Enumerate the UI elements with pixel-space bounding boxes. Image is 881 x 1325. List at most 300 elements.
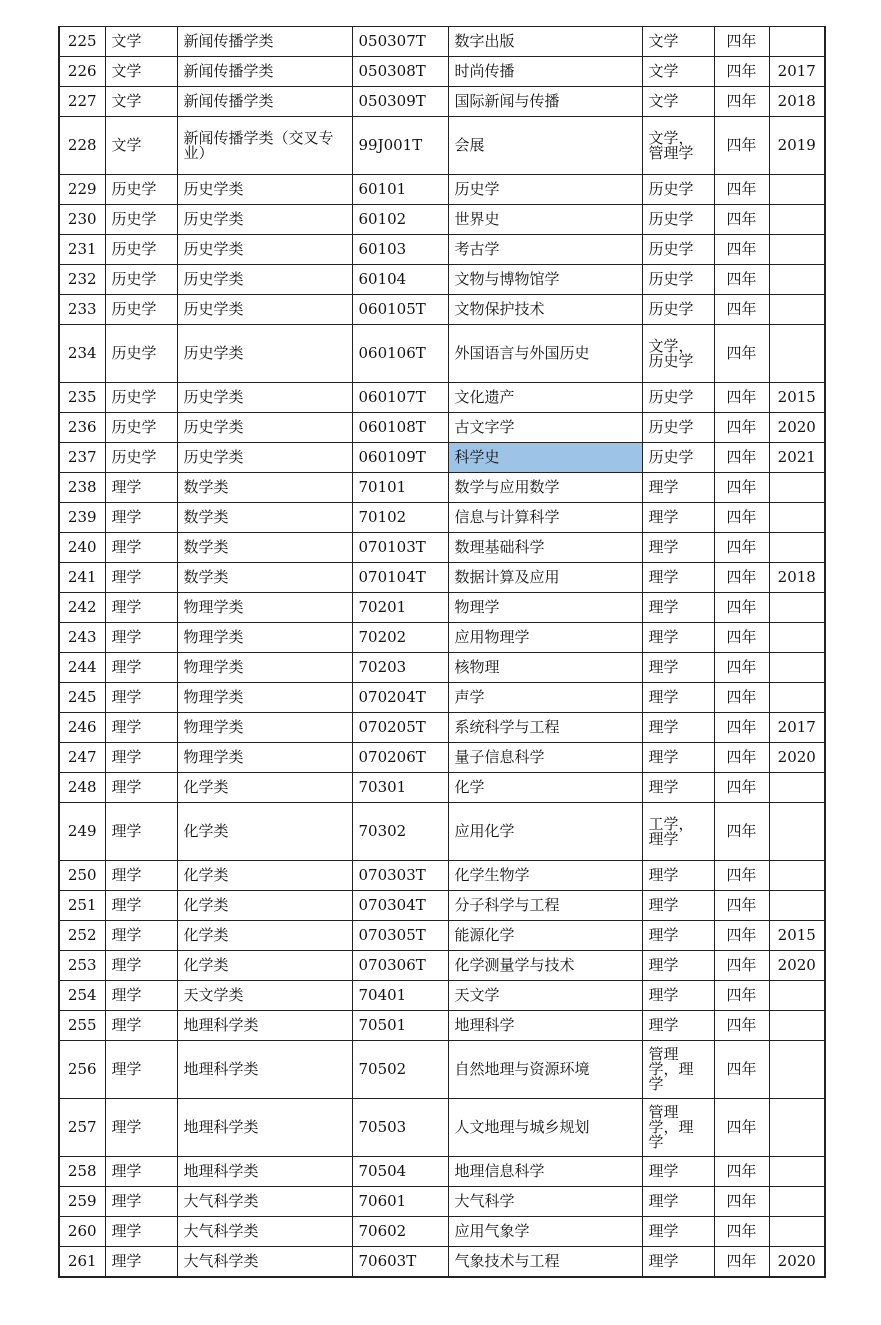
cell-major-class[interactable]: 历史学类 <box>177 205 352 235</box>
cell-added-year[interactable]: 2020 <box>769 413 825 443</box>
cell-major-class[interactable]: 天文学类 <box>177 981 352 1011</box>
cell-index[interactable]: 250 <box>59 861 105 891</box>
cell-major-class[interactable]: 历史学类 <box>177 413 352 443</box>
cell-major-name[interactable]: 应用物理学 <box>448 623 642 653</box>
cell-major-name[interactable]: 气象技术与工程 <box>448 1247 642 1278</box>
cell-major-class[interactable]: 化学类 <box>177 921 352 951</box>
cell-discipline[interactable]: 理学 <box>105 623 177 653</box>
cell-added-year[interactable] <box>769 891 825 921</box>
cell-added-year[interactable] <box>769 325 825 383</box>
cell-major-code[interactable]: 70603T <box>352 1247 448 1278</box>
cell-major-code[interactable]: 060107T <box>352 383 448 413</box>
cell-duration[interactable]: 四年 <box>714 951 769 981</box>
cell-discipline[interactable]: 历史学 <box>105 205 177 235</box>
cell-major-class[interactable]: 化学类 <box>177 773 352 803</box>
cell-major-code[interactable]: 070205T <box>352 713 448 743</box>
cell-major-code[interactable]: 60102 <box>352 205 448 235</box>
cell-discipline[interactable]: 理学 <box>105 1099 177 1157</box>
cell-added-year[interactable] <box>769 235 825 265</box>
cell-degree[interactable]: 理学 <box>642 773 714 803</box>
cell-major-name[interactable]: 国际新闻与传播 <box>448 87 642 117</box>
cell-major-class[interactable]: 物理学类 <box>177 593 352 623</box>
cell-index[interactable]: 244 <box>59 653 105 683</box>
cell-major-code[interactable]: 70502 <box>352 1041 448 1099</box>
cell-major-name[interactable]: 信息与计算科学 <box>448 503 642 533</box>
cell-added-year[interactable]: 2020 <box>769 743 825 773</box>
cell-added-year[interactable]: 2020 <box>769 951 825 981</box>
cell-discipline[interactable]: 文学 <box>105 27 177 57</box>
cell-degree[interactable]: 文学 <box>642 57 714 87</box>
cell-added-year[interactable] <box>769 533 825 563</box>
cell-duration[interactable]: 四年 <box>714 1187 769 1217</box>
cell-index[interactable]: 225 <box>59 27 105 57</box>
cell-major-class[interactable]: 历史学类 <box>177 265 352 295</box>
cell-major-name[interactable]: 物理学 <box>448 593 642 623</box>
cell-discipline[interactable]: 理学 <box>105 653 177 683</box>
cell-index[interactable]: 255 <box>59 1011 105 1041</box>
cell-index[interactable]: 241 <box>59 563 105 593</box>
cell-major-code[interactable]: 70302 <box>352 803 448 861</box>
cell-major-code[interactable]: 070304T <box>352 891 448 921</box>
cell-index[interactable]: 227 <box>59 87 105 117</box>
cell-duration[interactable]: 四年 <box>714 383 769 413</box>
cell-major-class[interactable]: 物理学类 <box>177 653 352 683</box>
table-row <box>59 1011 825 1041</box>
cell-degree[interactable]: 文学，管理学 <box>642 117 714 175</box>
cell-added-year[interactable] <box>769 503 825 533</box>
cell-degree[interactable]: 历史学 <box>642 413 714 443</box>
cell-added-year[interactable]: 2019 <box>769 117 825 175</box>
cell-major-code[interactable]: 70301 <box>352 773 448 803</box>
cell-major-code[interactable]: 60104 <box>352 265 448 295</box>
cell-major-code[interactable]: 050309T <box>352 87 448 117</box>
cell-major-class[interactable]: 历史学类 <box>177 175 352 205</box>
cell-major-class[interactable]: 数学类 <box>177 473 352 503</box>
cell-major-code[interactable]: 070306T <box>352 951 448 981</box>
cell-major-name[interactable]: 数字出版 <box>448 27 642 57</box>
cell-major-class[interactable]: 地理科学类 <box>177 1041 352 1099</box>
cell-major-name[interactable]: 文化遗产 <box>448 383 642 413</box>
cell-duration[interactable]: 四年 <box>714 1011 769 1041</box>
cell-major-name[interactable]: 文物与博物馆学 <box>448 265 642 295</box>
cell-discipline[interactable]: 理学 <box>105 1217 177 1247</box>
cell-major-code[interactable]: 70202 <box>352 623 448 653</box>
cell-duration[interactable]: 四年 <box>714 981 769 1011</box>
cell-duration[interactable]: 四年 <box>714 1099 769 1157</box>
cell-major-code[interactable]: 070206T <box>352 743 448 773</box>
cell-discipline[interactable]: 理学 <box>105 773 177 803</box>
cell-major-class[interactable]: 历史学类 <box>177 325 352 383</box>
cell-added-year[interactable]: 2017 <box>769 713 825 743</box>
cell-discipline[interactable]: 历史学 <box>105 325 177 383</box>
cell-major-code[interactable]: 70503 <box>352 1099 448 1157</box>
cell-major-name[interactable]: 应用化学 <box>448 803 642 861</box>
cell-index[interactable]: 259 <box>59 1187 105 1217</box>
cell-major-name[interactable]: 世界史 <box>448 205 642 235</box>
cell-degree[interactable]: 理学 <box>642 1011 714 1041</box>
cell-discipline[interactable]: 历史学 <box>105 175 177 205</box>
cell-degree[interactable]: 理学 <box>642 503 714 533</box>
cell-major-code[interactable]: 070204T <box>352 683 448 713</box>
cell-duration[interactable]: 四年 <box>714 175 769 205</box>
cell-major-class[interactable]: 新闻传播学类（交叉专业） <box>177 117 352 175</box>
cell-index[interactable]: 257 <box>59 1099 105 1157</box>
cell-duration[interactable]: 四年 <box>714 87 769 117</box>
cell-discipline[interactable]: 理学 <box>105 593 177 623</box>
cell-degree[interactable]: 理学 <box>642 891 714 921</box>
cell-added-year[interactable] <box>769 205 825 235</box>
cell-major-name-selected[interactable]: 科学史 <box>448 443 642 473</box>
cell-major-code[interactable]: 060108T <box>352 413 448 443</box>
cell-major-code[interactable]: 70203 <box>352 653 448 683</box>
cell-major-name[interactable]: 化学生物学 <box>448 861 642 891</box>
cell-major-class[interactable]: 大气科学类 <box>177 1247 352 1278</box>
cell-index[interactable]: 228 <box>59 117 105 175</box>
cell-major-name[interactable]: 考古学 <box>448 235 642 265</box>
cell-duration[interactable]: 四年 <box>714 861 769 891</box>
cell-major-code[interactable]: 060109T <box>352 443 448 473</box>
cell-index[interactable]: 256 <box>59 1041 105 1099</box>
cell-added-year[interactable] <box>769 265 825 295</box>
cell-discipline[interactable]: 历史学 <box>105 265 177 295</box>
cell-major-code[interactable]: 60103 <box>352 235 448 265</box>
cell-duration[interactable]: 四年 <box>714 503 769 533</box>
cell-major-name[interactable]: 数学与应用数学 <box>448 473 642 503</box>
cell-discipline[interactable]: 理学 <box>105 921 177 951</box>
cell-added-year[interactable]: 2020 <box>769 1247 825 1278</box>
cell-major-code[interactable]: 70601 <box>352 1187 448 1217</box>
cell-major-code[interactable]: 070103T <box>352 533 448 563</box>
cell-degree[interactable]: 历史学 <box>642 175 714 205</box>
cell-major-code[interactable]: 60101 <box>352 175 448 205</box>
cell-added-year[interactable] <box>769 175 825 205</box>
cell-discipline[interactable]: 文学 <box>105 87 177 117</box>
cell-major-class[interactable]: 物理学类 <box>177 683 352 713</box>
cell-major-code[interactable]: 70602 <box>352 1217 448 1247</box>
cell-major-name[interactable]: 人文地理与城乡规划 <box>448 1099 642 1157</box>
cell-index[interactable]: 239 <box>59 503 105 533</box>
cell-index[interactable]: 229 <box>59 175 105 205</box>
cell-major-class[interactable]: 化学类 <box>177 951 352 981</box>
cell-major-code[interactable]: 070104T <box>352 563 448 593</box>
cell-degree[interactable]: 理学 <box>642 563 714 593</box>
cell-major-name[interactable]: 数理基础科学 <box>448 533 642 563</box>
cell-index[interactable]: 235 <box>59 383 105 413</box>
cell-major-name[interactable]: 文物保护技术 <box>448 295 642 325</box>
cell-discipline[interactable]: 理学 <box>105 1011 177 1041</box>
cell-index[interactable]: 248 <box>59 773 105 803</box>
cell-major-name[interactable]: 能源化学 <box>448 921 642 951</box>
cell-major-name[interactable]: 分子科学与工程 <box>448 891 642 921</box>
cell-added-year[interactable]: 2018 <box>769 563 825 593</box>
cell-major-code[interactable]: 70101 <box>352 473 448 503</box>
cell-discipline[interactable]: 理学 <box>105 743 177 773</box>
cell-index[interactable]: 246 <box>59 713 105 743</box>
cell-major-class[interactable]: 化学类 <box>177 891 352 921</box>
cell-index[interactable]: 231 <box>59 235 105 265</box>
cell-discipline[interactable]: 历史学 <box>105 413 177 443</box>
cell-major-code[interactable]: 050307T <box>352 27 448 57</box>
cell-discipline[interactable]: 理学 <box>105 981 177 1011</box>
cell-major-code[interactable]: 060105T <box>352 295 448 325</box>
cell-duration[interactable]: 四年 <box>714 623 769 653</box>
cell-duration[interactable]: 四年 <box>714 563 769 593</box>
cell-discipline[interactable]: 理学 <box>105 803 177 861</box>
cell-degree[interactable]: 理学 <box>642 743 714 773</box>
cell-major-name[interactable]: 历史学 <box>448 175 642 205</box>
cell-major-code[interactable]: 070303T <box>352 861 448 891</box>
cell-discipline[interactable]: 理学 <box>105 1187 177 1217</box>
cell-index[interactable]: 243 <box>59 623 105 653</box>
cell-major-class[interactable]: 数学类 <box>177 533 352 563</box>
cell-discipline[interactable]: 理学 <box>105 951 177 981</box>
cell-degree[interactable]: 理学 <box>642 1187 714 1217</box>
cell-index[interactable]: 245 <box>59 683 105 713</box>
cell-major-code[interactable]: 050308T <box>352 57 448 87</box>
cell-index[interactable]: 261 <box>59 1247 105 1278</box>
cell-major-class[interactable]: 数学类 <box>177 503 352 533</box>
cell-added-year[interactable] <box>769 27 825 57</box>
cell-discipline[interactable]: 理学 <box>105 473 177 503</box>
cell-major-class[interactable]: 大气科学类 <box>177 1187 352 1217</box>
cell-degree[interactable]: 理学 <box>642 713 714 743</box>
cell-major-class[interactable]: 历史学类 <box>177 443 352 473</box>
cell-discipline[interactable]: 理学 <box>105 503 177 533</box>
cell-added-year[interactable] <box>769 1157 825 1187</box>
cell-duration[interactable]: 四年 <box>714 1247 769 1278</box>
cell-discipline[interactable]: 理学 <box>105 861 177 891</box>
cell-duration[interactable]: 四年 <box>714 593 769 623</box>
cell-discipline[interactable]: 理学 <box>105 891 177 921</box>
cell-duration[interactable]: 四年 <box>714 1157 769 1187</box>
cell-major-class[interactable]: 物理学类 <box>177 713 352 743</box>
cell-discipline[interactable]: 理学 <box>105 1041 177 1099</box>
cell-duration[interactable]: 四年 <box>714 235 769 265</box>
cell-degree[interactable]: 理学 <box>642 1247 714 1278</box>
cell-index[interactable]: 226 <box>59 57 105 87</box>
cell-discipline[interactable]: 文学 <box>105 117 177 175</box>
cell-major-class[interactable]: 数学类 <box>177 563 352 593</box>
cell-major-name[interactable]: 天文学 <box>448 981 642 1011</box>
cell-degree[interactable]: 理学 <box>642 1157 714 1187</box>
cell-duration[interactable]: 四年 <box>714 325 769 383</box>
cell-major-code[interactable]: 70501 <box>352 1011 448 1041</box>
cell-added-year[interactable] <box>769 981 825 1011</box>
cell-degree[interactable]: 理学 <box>642 861 714 891</box>
cell-major-code[interactable]: 70102 <box>352 503 448 533</box>
cell-major-class[interactable]: 地理科学类 <box>177 1011 352 1041</box>
cell-major-class[interactable]: 物理学类 <box>177 623 352 653</box>
cell-degree[interactable]: 理学 <box>642 653 714 683</box>
cell-added-year[interactable]: 2018 <box>769 87 825 117</box>
cell-duration[interactable]: 四年 <box>714 683 769 713</box>
cell-index[interactable]: 249 <box>59 803 105 861</box>
cell-duration[interactable]: 四年 <box>714 891 769 921</box>
cell-degree[interactable]: 理学 <box>642 1217 714 1247</box>
cell-duration[interactable]: 四年 <box>714 443 769 473</box>
table-row <box>59 563 825 593</box>
cell-duration[interactable]: 四年 <box>714 295 769 325</box>
cell-degree[interactable]: 文学 <box>642 27 714 57</box>
cell-added-year[interactable] <box>769 623 825 653</box>
cell-discipline[interactable]: 理学 <box>105 563 177 593</box>
cell-duration[interactable]: 四年 <box>714 205 769 235</box>
cell-major-name[interactable]: 应用气象学 <box>448 1217 642 1247</box>
cell-major-name[interactable]: 时尚传播 <box>448 57 642 87</box>
cell-major-code[interactable]: 70201 <box>352 593 448 623</box>
cell-degree[interactable]: 理学 <box>642 533 714 563</box>
cell-index[interactable]: 247 <box>59 743 105 773</box>
cell-index[interactable]: 242 <box>59 593 105 623</box>
cell-index[interactable]: 234 <box>59 325 105 383</box>
cell-duration[interactable]: 四年 <box>714 803 769 861</box>
cell-duration[interactable]: 四年 <box>714 1041 769 1099</box>
cell-major-class[interactable]: 地理科学类 <box>177 1099 352 1157</box>
cell-added-year[interactable] <box>769 1041 825 1099</box>
cell-discipline[interactable]: 理学 <box>105 713 177 743</box>
cell-major-class[interactable]: 新闻传播学类 <box>177 27 352 57</box>
cell-degree[interactable]: 文学，历史学 <box>642 325 714 383</box>
cell-duration[interactable]: 四年 <box>714 921 769 951</box>
cell-duration[interactable]: 四年 <box>714 413 769 443</box>
cell-major-code[interactable]: 070305T <box>352 921 448 951</box>
cell-duration[interactable]: 四年 <box>714 713 769 743</box>
cell-major-class[interactable]: 历史学类 <box>177 383 352 413</box>
cell-added-year[interactable]: 2021 <box>769 443 825 473</box>
cell-index[interactable]: 233 <box>59 295 105 325</box>
cell-added-year[interactable] <box>769 773 825 803</box>
cell-major-class[interactable]: 化学类 <box>177 803 352 861</box>
cell-index[interactable]: 240 <box>59 533 105 563</box>
cell-added-year[interactable] <box>769 1217 825 1247</box>
cell-index[interactable]: 258 <box>59 1157 105 1187</box>
cell-degree[interactable]: 历史学 <box>642 443 714 473</box>
cell-added-year[interactable] <box>769 1099 825 1157</box>
cell-discipline[interactable]: 历史学 <box>105 235 177 265</box>
cell-degree[interactable]: 理学 <box>642 623 714 653</box>
cell-degree[interactable]: 历史学 <box>642 265 714 295</box>
cell-major-code[interactable]: 060106T <box>352 325 448 383</box>
table-row <box>59 623 825 653</box>
cell-major-class[interactable]: 新闻传播学类 <box>177 87 352 117</box>
cell-added-year[interactable] <box>769 1011 825 1041</box>
cell-discipline[interactable]: 历史学 <box>105 295 177 325</box>
cell-major-name[interactable]: 自然地理与资源环境 <box>448 1041 642 1099</box>
cell-major-class[interactable]: 大气科学类 <box>177 1217 352 1247</box>
cell-major-name[interactable]: 声学 <box>448 683 642 713</box>
cell-discipline[interactable]: 理学 <box>105 683 177 713</box>
cell-added-year[interactable] <box>769 683 825 713</box>
cell-major-name[interactable]: 大气科学 <box>448 1187 642 1217</box>
cell-major-class[interactable]: 地理科学类 <box>177 1157 352 1187</box>
cell-index[interactable]: 236 <box>59 413 105 443</box>
cell-degree[interactable]: 文学 <box>642 87 714 117</box>
cell-index[interactable]: 254 <box>59 981 105 1011</box>
cell-major-name[interactable]: 地理信息科学 <box>448 1157 642 1187</box>
cell-index[interactable]: 238 <box>59 473 105 503</box>
cell-degree[interactable]: 历史学 <box>642 295 714 325</box>
cell-major-class[interactable]: 历史学类 <box>177 295 352 325</box>
cell-major-name[interactable]: 量子信息科学 <box>448 743 642 773</box>
cell-degree[interactable]: 历史学 <box>642 383 714 413</box>
cell-degree[interactable]: 工学，理学 <box>642 803 714 861</box>
cell-added-year[interactable] <box>769 473 825 503</box>
cell-added-year[interactable] <box>769 653 825 683</box>
cell-added-year[interactable]: 2017 <box>769 57 825 87</box>
cell-index[interactable]: 237 <box>59 443 105 473</box>
cell-added-year[interactable]: 2015 <box>769 921 825 951</box>
cell-duration[interactable]: 四年 <box>714 57 769 87</box>
cell-added-year[interactable]: 2015 <box>769 383 825 413</box>
cell-major-name[interactable]: 化学测量学与技术 <box>448 951 642 981</box>
cell-major-class[interactable]: 化学类 <box>177 861 352 891</box>
cell-duration[interactable]: 四年 <box>714 265 769 295</box>
cell-degree[interactable]: 理学 <box>642 921 714 951</box>
cell-degree[interactable]: 管理学，理学 <box>642 1041 714 1099</box>
cell-duration[interactable]: 四年 <box>714 743 769 773</box>
cell-duration[interactable]: 四年 <box>714 473 769 503</box>
cell-added-year[interactable] <box>769 803 825 861</box>
cell-discipline[interactable]: 理学 <box>105 1247 177 1278</box>
cell-index[interactable]: 230 <box>59 205 105 235</box>
cell-major-name[interactable]: 古文字学 <box>448 413 642 443</box>
table-row <box>59 235 825 265</box>
cell-degree[interactable]: 历史学 <box>642 205 714 235</box>
cell-duration[interactable]: 四年 <box>714 533 769 563</box>
cell-degree[interactable]: 理学 <box>642 951 714 981</box>
cell-major-code[interactable]: 70401 <box>352 981 448 1011</box>
cell-duration[interactable]: 四年 <box>714 27 769 57</box>
cell-discipline[interactable]: 理学 <box>105 533 177 563</box>
cell-major-name[interactable]: 核物理 <box>448 653 642 683</box>
cell-index[interactable]: 232 <box>59 265 105 295</box>
cell-major-name[interactable]: 地理科学 <box>448 1011 642 1041</box>
cell-duration[interactable]: 四年 <box>714 773 769 803</box>
cell-index[interactable]: 251 <box>59 891 105 921</box>
cell-major-class[interactable]: 历史学类 <box>177 235 352 265</box>
cell-degree[interactable]: 历史学 <box>642 235 714 265</box>
cell-degree[interactable]: 理学 <box>642 683 714 713</box>
cell-index[interactable]: 252 <box>59 921 105 951</box>
cell-discipline[interactable]: 历史学 <box>105 383 177 413</box>
cell-discipline[interactable]: 历史学 <box>105 443 177 473</box>
cell-degree[interactable]: 理学 <box>642 593 714 623</box>
cell-major-name[interactable]: 数据计算及应用 <box>448 563 642 593</box>
cell-major-code[interactable]: 99J001T <box>352 117 448 175</box>
cell-major-name[interactable]: 化学 <box>448 773 642 803</box>
cell-added-year[interactable] <box>769 295 825 325</box>
cell-degree[interactable]: 理学 <box>642 981 714 1011</box>
cell-index[interactable]: 260 <box>59 1217 105 1247</box>
cell-degree[interactable]: 理学 <box>642 473 714 503</box>
cell-discipline[interactable]: 理学 <box>105 1157 177 1187</box>
cell-major-class[interactable]: 物理学类 <box>177 743 352 773</box>
cell-degree[interactable]: 管理学，理学 <box>642 1099 714 1157</box>
cell-index[interactable]: 253 <box>59 951 105 981</box>
cell-major-class[interactable]: 新闻传播学类 <box>177 57 352 87</box>
cell-duration[interactable]: 四年 <box>714 117 769 175</box>
cell-major-name[interactable]: 会展 <box>448 117 642 175</box>
cell-added-year[interactable] <box>769 1187 825 1217</box>
cell-major-code[interactable]: 70504 <box>352 1157 448 1187</box>
cell-duration[interactable]: 四年 <box>714 1217 769 1247</box>
cell-duration[interactable]: 四年 <box>714 653 769 683</box>
cell-added-year[interactable] <box>769 593 825 623</box>
cell-added-year[interactable] <box>769 861 825 891</box>
cell-major-name[interactable]: 系统科学与工程 <box>448 713 642 743</box>
cell-major-name[interactable]: 外国语言与外国历史 <box>448 325 642 383</box>
cell-discipline[interactable]: 文学 <box>105 57 177 87</box>
